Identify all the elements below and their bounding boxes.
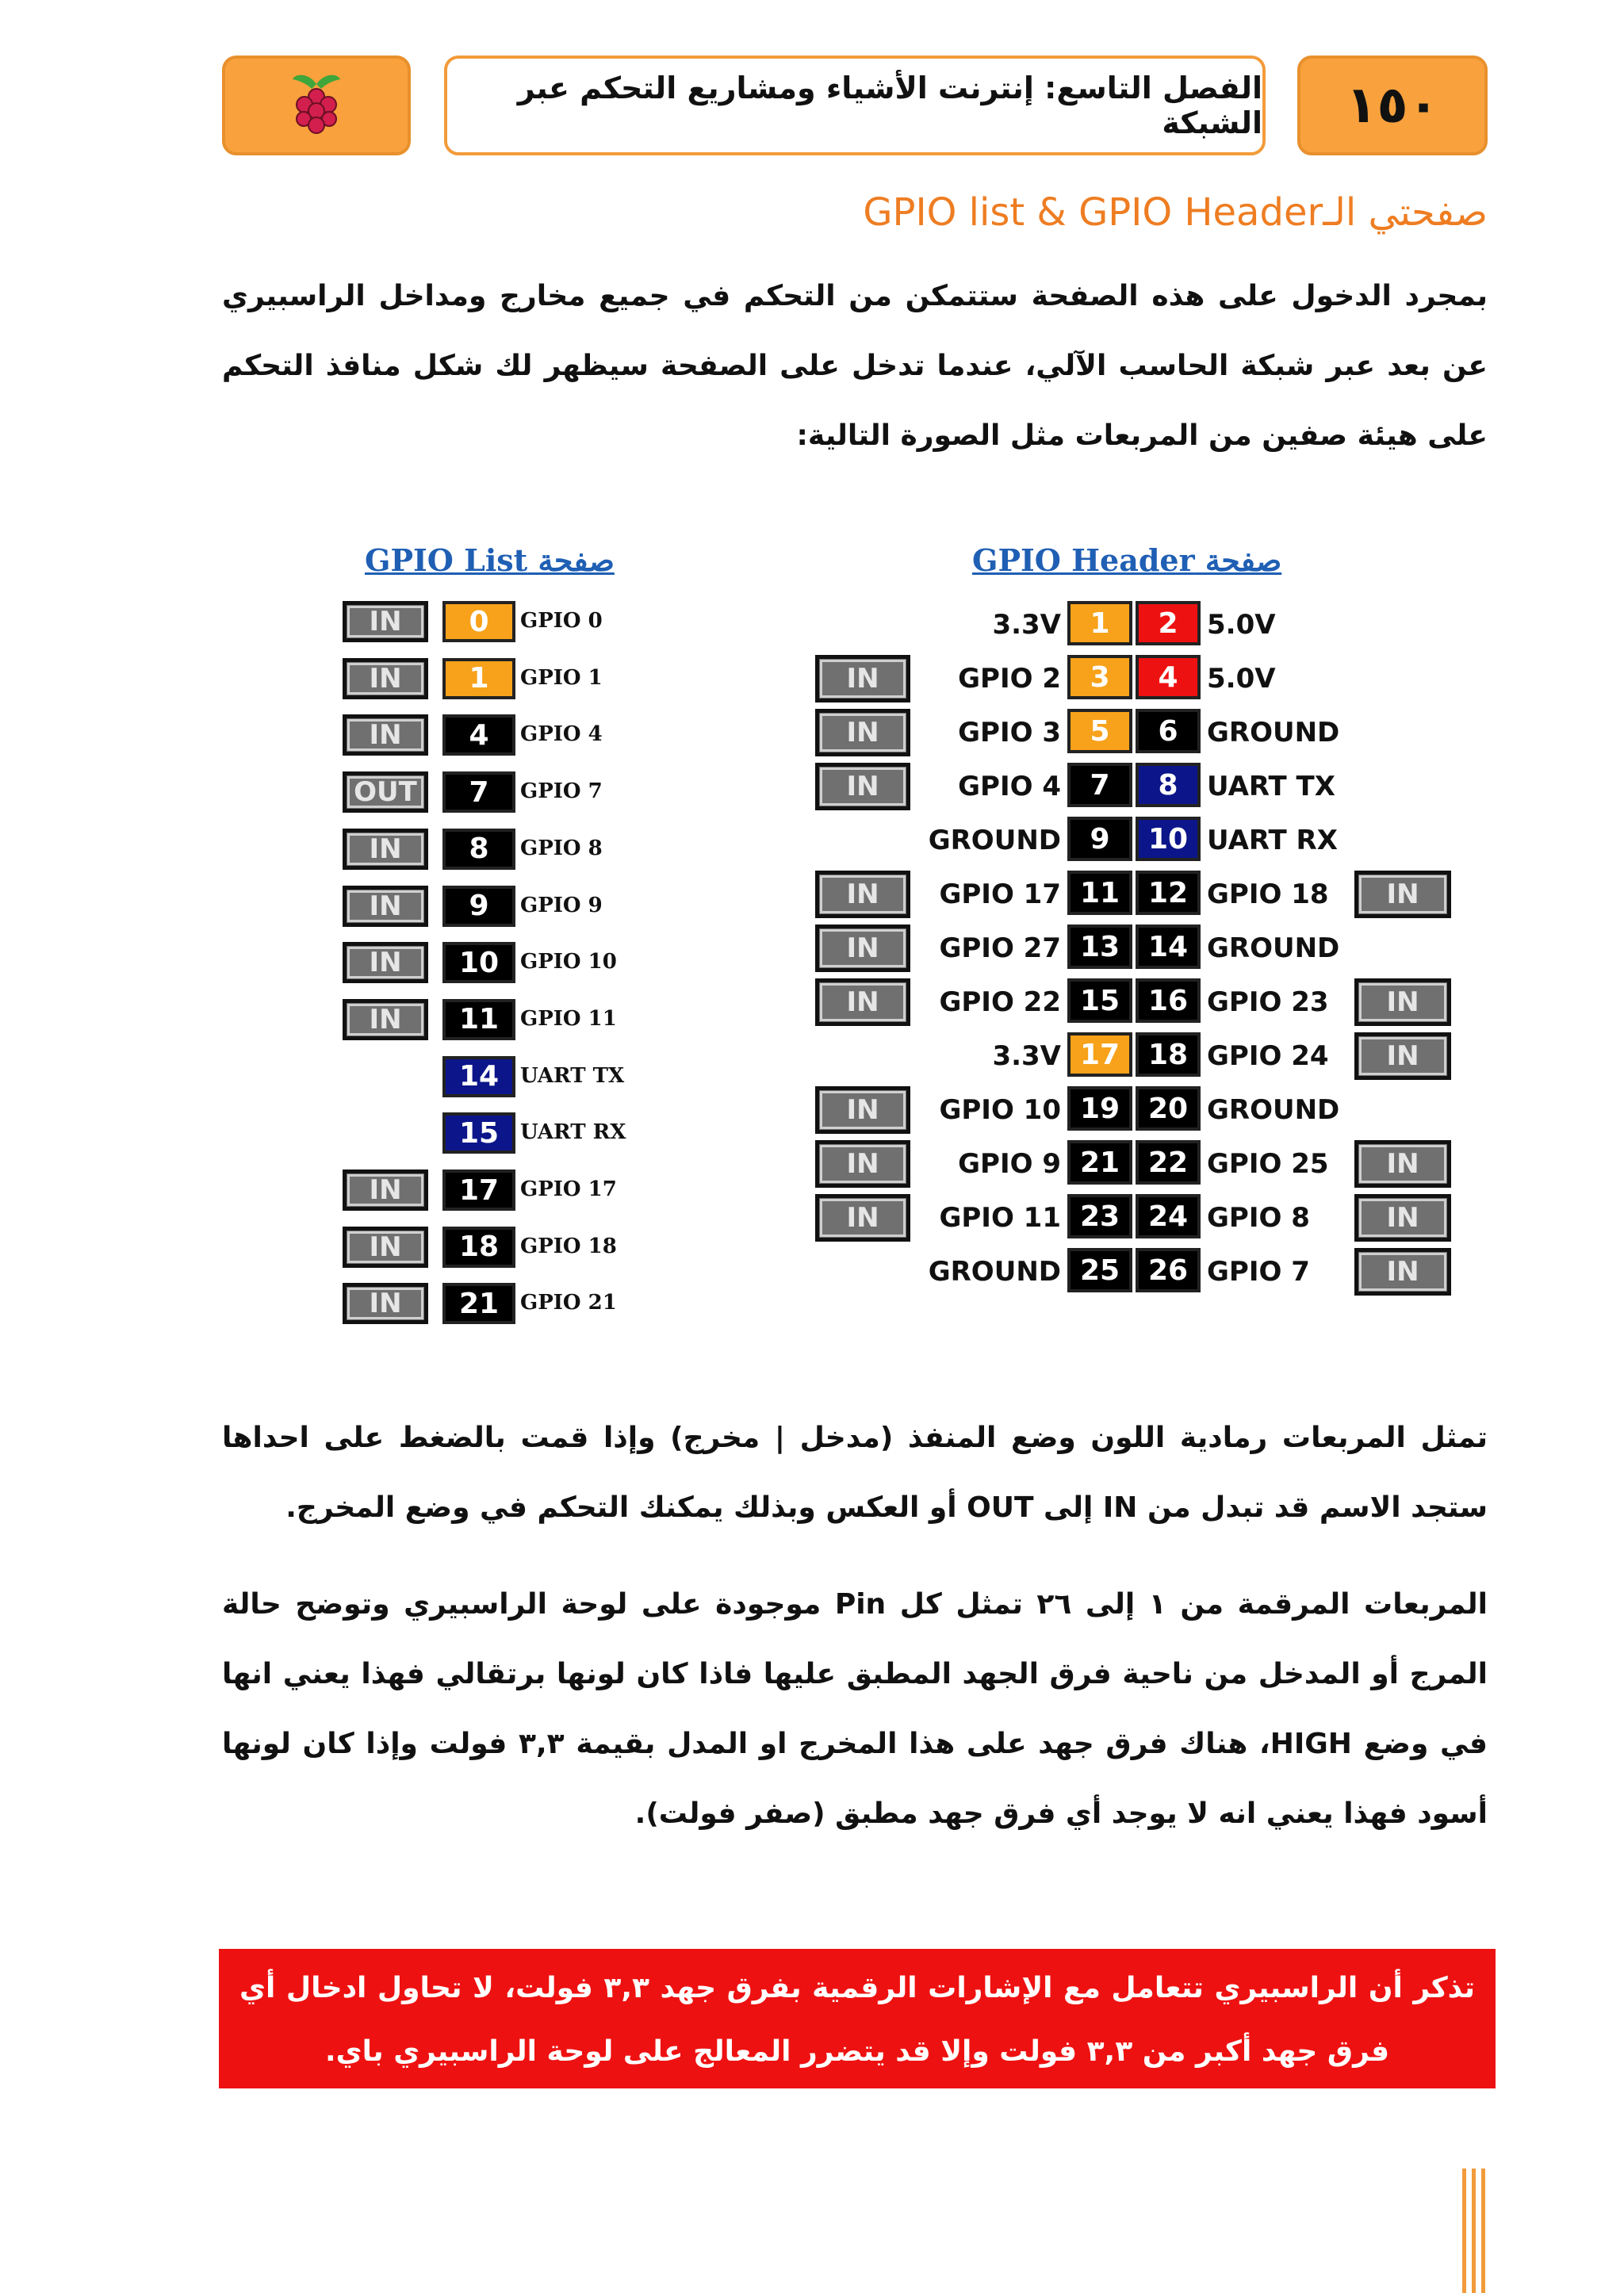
pin-label: GPIO 25	[1207, 1148, 1329, 1180]
pin-number-box: 8	[1136, 763, 1201, 807]
pin-label: GPIO 22	[939, 986, 1061, 1018]
pin-number-box: 3	[1067, 655, 1132, 699]
pin-number-box: 17	[442, 1169, 515, 1211]
pin-number-box: 9	[1067, 817, 1132, 861]
pin-label: GPIO 18	[1207, 879, 1329, 910]
side-decoration-line	[1462, 2169, 1466, 2293]
pin-number-box: 25	[1067, 1248, 1132, 1292]
pin-label: 3.3V	[992, 1040, 1061, 1072]
mode-toggle-button[interactable]: IN	[343, 1227, 428, 1268]
pin-label: GPIO 11	[939, 1202, 1061, 1234]
mode-toggle-button[interactable]: IN	[343, 601, 428, 642]
pin-label: GPIO 7	[1207, 1256, 1310, 1288]
pin-label: GPIO 23	[1207, 986, 1329, 1018]
pin-label: GPIO 9	[958, 1148, 1061, 1180]
pin-label: GPIO 4	[520, 722, 603, 747]
pin-label: UART RX	[520, 1120, 626, 1145]
section-title: صفحتي الـGPIO list & GPIO Header	[863, 190, 1488, 235]
pin-number-box: 6	[1136, 709, 1201, 753]
pin-label: GPIO 11	[520, 1006, 617, 1031]
mode-toggle-button[interactable]: IN	[815, 709, 910, 756]
side-decoration-line	[1481, 2169, 1485, 2293]
mode-toggle-button[interactable]: IN	[343, 658, 428, 699]
logo-box	[222, 56, 411, 155]
pin-number-box: 21	[442, 1283, 515, 1324]
pin-number-box: 10	[1136, 817, 1201, 861]
mode-toggle-button[interactable]: IN	[815, 763, 910, 810]
mode-toggle-button[interactable]: IN	[343, 1283, 428, 1324]
pin-number-box: 26	[1136, 1248, 1201, 1292]
pin-label: UART RX	[1207, 825, 1338, 856]
pin-number-box: 10	[442, 942, 515, 983]
pin-number-box: 16	[1136, 978, 1201, 1023]
pin-label: GPIO 17	[939, 879, 1061, 910]
pin-number-box: 1	[1067, 601, 1132, 645]
mode-toggle-button[interactable]: IN	[815, 924, 910, 972]
pin-number-box: 13	[1067, 924, 1132, 969]
pin-label: GPIO 27	[939, 932, 1061, 964]
pin-label: 5.0V	[1207, 609, 1276, 641]
pin-label: GPIO 0	[520, 609, 603, 633]
pin-number-box: 17	[1067, 1032, 1132, 1077]
pin-label: GROUND	[1207, 932, 1340, 964]
pin-label: GPIO 3	[958, 717, 1061, 748]
pin-label: GPIO 9	[520, 893, 603, 917]
pin-label: GPIO 2	[958, 663, 1061, 695]
pin-number-box: 14	[442, 1056, 515, 1097]
mode-toggle-button[interactable]: IN	[1354, 1194, 1451, 1242]
pin-number-box: 8	[442, 829, 515, 870]
pin-label: GPIO 4	[958, 771, 1061, 802]
pin-label: GPIO 1	[520, 665, 603, 690]
pin-description-paragraph: المربعات المرقمة من ١ إلى ٢٦ تمثل كل Pin موجودة على لوحة الراسبيري وتوضح حالة المرج أو المدخل من ناحية فرق الجهد المطبق عليها فاذا كان لونها برتقالي فهذا يعني انها في وضع HIGH، هناك فرق جهد على هذا المخرج او المدل بقيمة ٣,٣ فولت وإذا كان لونها أسود فهذا يعني انه لا يوجد أي فرق جهد مطبق (صفر فولت).	[222, 1588, 1488, 1830]
pin-number-box: 21	[1067, 1140, 1132, 1185]
pin-number-box: 24	[1136, 1194, 1201, 1238]
mode-toggle-button[interactable]: OUT	[343, 771, 428, 813]
pin-number-box: 22	[1136, 1140, 1201, 1185]
gpio-header-caption: صفحة GPIO Header	[972, 542, 1282, 578]
pin-label: GPIO 8	[1207, 1202, 1310, 1234]
pin-label: GPIO 10	[520, 950, 617, 974]
mode-toggle-button[interactable]: IN	[815, 1140, 910, 1188]
chapter-title-box	[444, 56, 1266, 155]
pin-number-box: 0	[442, 601, 515, 642]
pin-label: GPIO 17	[520, 1177, 617, 1201]
pin-number-box: 18	[1136, 1032, 1201, 1077]
pin-number-box: 7	[1067, 763, 1132, 807]
pin-number-box: 4	[442, 714, 515, 756]
pin-number-box: 23	[1067, 1194, 1132, 1238]
mode-toggle-button[interactable]: IN	[1354, 978, 1451, 1026]
mode-toggle-button[interactable]: IN	[1354, 1140, 1451, 1188]
mode-toggle-button[interactable]: IN	[815, 871, 910, 918]
raspberry-pi-logo-icon	[285, 70, 348, 141]
pin-label: GROUND	[1207, 717, 1340, 748]
pin-number-box: 14	[1136, 924, 1201, 969]
mode-toggle-button[interactable]: IN	[1354, 871, 1451, 918]
mode-toggle-button[interactable]: IN	[815, 978, 910, 1026]
pin-label: GPIO 18	[520, 1234, 617, 1258]
mode-toggle-button[interactable]: IN	[343, 942, 428, 983]
pin-label: 5.0V	[1207, 663, 1276, 695]
pin-label: GROUND	[928, 825, 1061, 856]
intro-paragraph: بمجرد الدخول على هذه الصفحة ستتمكن من التحكم في جميع مخارج ومداخل الراسبيري عن بعد عبر شبكة الحاسب الآلي، عندما تدخل على الصفحة سيظهر لك شكل منافذ التحكم على هيئة صفين من المربعات مثل الصورة التالية:	[222, 280, 1488, 452]
pin-number-box: 7	[442, 771, 515, 813]
pin-label: GPIO 24	[1207, 1040, 1329, 1072]
mode-toggle-button[interactable]: IN	[343, 714, 428, 756]
pin-label: GPIO 21	[520, 1291, 617, 1315]
mode-toggle-button[interactable]: IN	[1354, 1032, 1451, 1080]
pin-number-box: 20	[1136, 1086, 1201, 1131]
gpio-list-caption: صفحة GPIO List	[365, 542, 615, 578]
pin-label: UART TX	[1207, 771, 1335, 802]
pin-label: UART TX	[520, 1063, 625, 1088]
mode-toggle-button[interactable]: IN	[343, 829, 428, 870]
pin-number-box: 11	[442, 999, 515, 1040]
mode-toggle-button[interactable]: IN	[343, 999, 428, 1040]
pin-label: GPIO 7	[520, 779, 603, 804]
pin-number-box: 4	[1136, 655, 1201, 699]
chapter-title: الفصل التاسع: إنترنت الأشياء ومشاريع التحكم عبر الشبكة	[517, 71, 1262, 140]
pin-label: 3.3V	[992, 609, 1061, 641]
mode-toggle-button[interactable]: IN	[1354, 1248, 1451, 1296]
pin-number-box: 11	[1067, 871, 1132, 915]
mode-toggle-button[interactable]: IN	[815, 1086, 910, 1134]
page-number: ١٥٠	[1346, 76, 1439, 135]
warning-box: تذكر أن الراسبيري تتعامل مع الإشارات الرقمية بفرق جهد ٣,٣ فولت، لا تحاول ادخال أي فرق جهد أكبر من ٣,٣ فولت وإلا قد يتضرر المعالج على لوحة الراسبيري باي.	[219, 1949, 1496, 2088]
pin-label: GPIO 8	[520, 836, 603, 860]
pin-number-box: 9	[442, 886, 515, 927]
mode-toggle-button[interactable]: IN	[343, 886, 428, 927]
pin-label: GROUND	[1207, 1094, 1340, 1126]
pin-label: GPIO 10	[939, 1094, 1061, 1126]
pin-number-box: 2	[1136, 601, 1201, 645]
mode-toggle-button[interactable]: IN	[815, 655, 910, 702]
pin-number-box: 5	[1067, 709, 1132, 753]
mode-toggle-button[interactable]: IN	[815, 1194, 910, 1242]
page-number-box	[1297, 56, 1488, 155]
pin-number-box: 12	[1136, 871, 1201, 915]
pin-number-box: 15	[1067, 978, 1132, 1023]
side-decoration-line	[1472, 2169, 1476, 2293]
pin-number-box: 1	[442, 658, 515, 699]
mode-description-paragraph: تمثل المربعات رمادية اللون وضع المنفذ (مدخل | مخرج) وإذا قمت بالضغط على احداها ستجد الاسم قد تبدل من IN إلى OUT أو العكس وبذلك يمكنك التحكم في وضع المخرج.	[222, 1422, 1488, 1524]
pin-number-box: 15	[442, 1112, 515, 1154]
pin-number-box: 18	[442, 1227, 515, 1268]
mode-toggle-button[interactable]: IN	[343, 1169, 428, 1211]
pin-label: GROUND	[928, 1256, 1061, 1288]
pin-number-box: 19	[1067, 1086, 1132, 1131]
